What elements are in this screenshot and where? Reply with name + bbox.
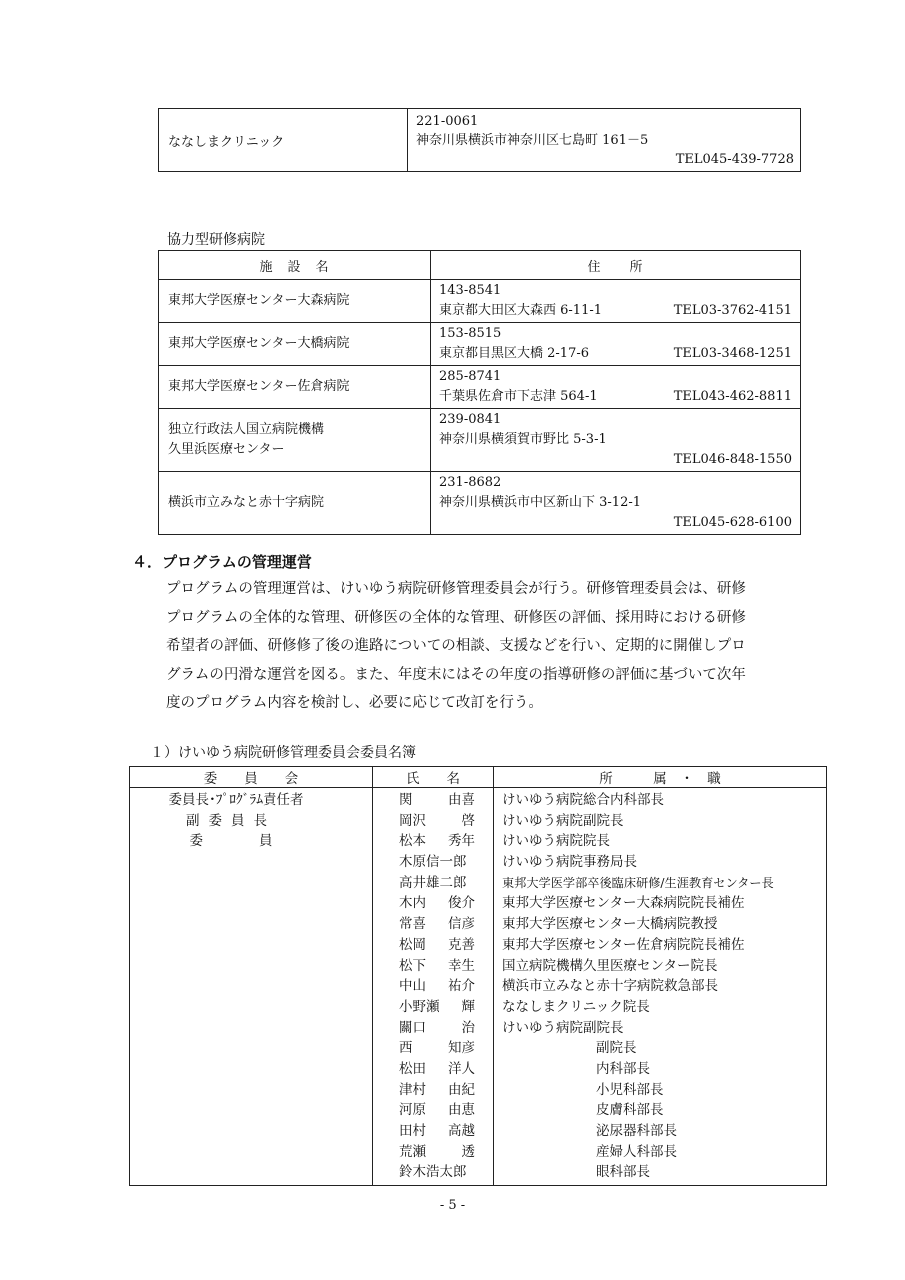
body-line: 希望者の評価、研修修了後の進路についての相談、支援などを行い、定期的に開催しプロ bbox=[166, 638, 746, 654]
body-line: グラムの円滑な運営を図る。また、年度末にはその年度の指導研修の評価に基づいて次年 bbox=[166, 666, 746, 683]
member-name bbox=[373, 1162, 493, 1183]
hospital-tel: TEL043-462-8811 bbox=[673, 389, 792, 404]
clinic-address-cell bbox=[408, 109, 801, 172]
member-given-name: 俊介 bbox=[448, 895, 475, 912]
member-family-name: 松本 bbox=[399, 833, 426, 850]
committee-table bbox=[129, 766, 827, 1186]
hospital-address-cell bbox=[431, 409, 801, 472]
member-given-name: 治 bbox=[461, 1019, 475, 1036]
member-name bbox=[373, 935, 493, 956]
member-name bbox=[373, 997, 493, 1018]
member-affiliation: 内科部長 bbox=[596, 1060, 650, 1077]
member-given-name: 透 bbox=[461, 1143, 475, 1160]
member-name bbox=[373, 1121, 493, 1142]
coop-hospitals-table bbox=[158, 250, 801, 535]
member-family-name: 高井雄二郎 bbox=[399, 874, 467, 891]
member-affiliation: 国立病院機構久里医療センター院長 bbox=[502, 957, 718, 974]
member-affiliation: 小児科部長 bbox=[596, 1081, 664, 1098]
member-name bbox=[373, 790, 493, 811]
hospital-address: 神奈川県横須賀市野比 5-3-1 bbox=[439, 432, 607, 447]
hospital-tel: TEL046-848-1550 bbox=[673, 452, 792, 467]
page-number: - 5 - bbox=[439, 1198, 466, 1213]
member-family-name: 松岡 bbox=[399, 936, 426, 953]
member-given-name: 祐介 bbox=[448, 978, 475, 995]
member-family-name: 荒瀬 bbox=[399, 1143, 426, 1160]
member-affiliation: 副院長 bbox=[596, 1040, 637, 1057]
committee-caption: １）けいゆう病院研修管理委員会委員名簿 bbox=[150, 745, 416, 761]
body-line: プログラムの全体的な管理、研修医の全体的な管理、研修医の評価、採用時における研修 bbox=[166, 609, 746, 626]
member-given-name: 由喜 bbox=[448, 792, 475, 808]
role-chair: 委員長･ﾌﾟﾛｸﾞﾗﾑ責任者 bbox=[168, 792, 304, 808]
header-facility-name: 施 設 名 bbox=[159, 251, 431, 280]
member-affiliation: 東邦大学医学部卒後臨床研修/生涯教育センター長 bbox=[502, 875, 774, 890]
hospital-address-cell bbox=[431, 323, 801, 366]
clinic-name: ななしまクリニック bbox=[159, 109, 408, 172]
member-family-name: 小野瀬 bbox=[399, 998, 440, 1015]
roles-column bbox=[130, 788, 373, 1186]
role-member: 委員 bbox=[189, 833, 329, 850]
member-affiliation: 産婦人科部長 bbox=[596, 1143, 677, 1160]
member-affiliation: けいゆう病院院長 bbox=[502, 833, 610, 850]
member-affiliation: ななしまクリニック院長 bbox=[502, 998, 650, 1015]
hospital-name: 独立行政法人国立病院機構 bbox=[168, 422, 325, 437]
member-name bbox=[373, 1059, 493, 1080]
member-family-name: 関 bbox=[399, 792, 413, 808]
member-name bbox=[373, 811, 493, 832]
partner-clinic-table bbox=[158, 108, 801, 172]
member-affiliation: 東邦大学医療センター大森病院院長補佐 bbox=[502, 895, 745, 912]
member-family-name: 常喜 bbox=[399, 916, 426, 933]
hospital-postal: 285-8741 bbox=[439, 369, 502, 384]
member-family-name: 河原 bbox=[399, 1102, 426, 1119]
member-family-name: 中山 bbox=[399, 978, 426, 995]
member-name bbox=[373, 852, 493, 873]
member-affiliation: けいゆう病院副院長 bbox=[502, 812, 624, 829]
member-family-name: 岡沢 bbox=[399, 812, 426, 829]
member-name bbox=[373, 1080, 493, 1101]
member-family-name: 木原信一郎 bbox=[399, 854, 467, 871]
member-affiliation: けいゆう病院総合内科部長 bbox=[502, 792, 664, 808]
member-given-name: 克善 bbox=[448, 936, 475, 953]
hospital-postal: 231-8682 bbox=[439, 475, 502, 490]
hospital-name-cell bbox=[159, 409, 431, 472]
member-affiliation: 泌尿器科部長 bbox=[596, 1123, 677, 1139]
hospital-tel: TEL045-628-6100 bbox=[673, 515, 792, 530]
member-affiliation: 東邦大学医療センター佐倉病院院長補佐 bbox=[502, 936, 745, 953]
clinic-tel: TEL045-439-7728 bbox=[675, 152, 794, 167]
hospital-postal: 153-8515 bbox=[439, 326, 502, 341]
hospital-address-line bbox=[439, 387, 792, 407]
member-name bbox=[373, 893, 493, 914]
coop-hospitals-caption: 協力型研修病院 bbox=[167, 232, 265, 248]
member-name bbox=[373, 1018, 493, 1039]
hospital-address-cell bbox=[431, 280, 801, 323]
member-name bbox=[373, 831, 493, 852]
names-column bbox=[373, 788, 494, 1186]
hospital-postal: 239-0841 bbox=[439, 412, 502, 427]
hospital-tel: TEL03-3762-4151 bbox=[673, 303, 792, 318]
member-given-name: 洋人 bbox=[448, 1060, 475, 1077]
member-family-name: 關口 bbox=[399, 1019, 426, 1036]
section-body bbox=[166, 575, 811, 718]
member-family-name: 松田 bbox=[399, 1060, 426, 1077]
member-given-name: 啓 bbox=[461, 812, 475, 829]
member-name bbox=[373, 1142, 493, 1163]
header-affiliation: 所 属 ・ 職 bbox=[494, 767, 827, 788]
role-vice-chair: 副委員長 bbox=[186, 812, 276, 829]
member-name bbox=[373, 956, 493, 977]
hospital-address: 千葉県佐倉市下志津 564-1 bbox=[439, 389, 598, 404]
member-family-name: 木内 bbox=[399, 895, 426, 912]
member-given-name: 輝 bbox=[461, 998, 475, 1015]
member-family-name: 津村 bbox=[399, 1081, 426, 1098]
header-address: 住 所 bbox=[431, 251, 801, 280]
hospital-name: 横浜市立みなと赤十字病院 bbox=[159, 472, 431, 535]
member-name bbox=[373, 873, 493, 894]
section-heading: ４．プログラムの管理運営 bbox=[132, 553, 312, 571]
member-given-name: 秀年 bbox=[448, 833, 475, 850]
member-given-name: 由恵 bbox=[448, 1102, 475, 1119]
body-line: プログラムの管理運営は、けいゆう病院研修管理委員会が行う。研修管理委員会は、研修 bbox=[166, 581, 746, 597]
clinic-address: 神奈川県横浜市神奈川区七島町 161－5 bbox=[416, 133, 649, 148]
header-committee: 委 員 会 bbox=[130, 767, 373, 788]
member-family-name: 西 bbox=[399, 1040, 413, 1057]
member-given-name: 信彦 bbox=[448, 916, 475, 933]
member-affiliation: 皮膚科部長 bbox=[596, 1102, 664, 1119]
hospital-address-cell bbox=[431, 472, 801, 535]
member-affiliation: 眼科部長 bbox=[596, 1164, 650, 1181]
member-affiliation: 横浜市立みなと赤十字病院救急部長 bbox=[502, 978, 718, 995]
hospital-postal: 143-8541 bbox=[439, 283, 502, 298]
hospital-name: 東邦大学医療センター大橋病院 bbox=[159, 323, 431, 366]
hospital-name: 東邦大学医療センター大森病院 bbox=[159, 280, 431, 323]
member-given-name: 知彦 bbox=[448, 1040, 475, 1057]
member-affiliation: 東邦大学医療センター大橋病院教授 bbox=[502, 916, 718, 933]
hospital-address-cell bbox=[431, 366, 801, 409]
body-line: 度のプログラム内容を検討し、必要に応じて改訂を行う。 bbox=[166, 695, 543, 711]
member-given-name: 高越 bbox=[448, 1123, 475, 1139]
member-name bbox=[373, 914, 493, 935]
member-given-name: 由紀 bbox=[448, 1081, 475, 1098]
hospital-tel: TEL03-3468-1251 bbox=[673, 346, 792, 361]
hospital-address: 神奈川県横浜市中区新山下 3-12-1 bbox=[439, 495, 642, 510]
member-name bbox=[373, 976, 493, 997]
member-name bbox=[373, 1100, 493, 1121]
member-affiliation: けいゆう病院事務局長 bbox=[502, 854, 637, 871]
hospital-name: 東邦大学医療センター佐倉病院 bbox=[159, 366, 431, 409]
hospital-address-line bbox=[439, 301, 792, 321]
member-family-name: 松下 bbox=[399, 957, 426, 974]
clinic-postal: 221-0061 bbox=[416, 114, 479, 129]
member-name bbox=[373, 1038, 493, 1059]
member-family-name: 鈴木浩太郎 bbox=[399, 1164, 467, 1181]
header-member-name: 氏 名 bbox=[373, 767, 494, 788]
affiliations-column bbox=[494, 788, 827, 1186]
member-family-name: 田村 bbox=[399, 1123, 426, 1139]
member-affiliation: けいゆう病院副院長 bbox=[502, 1019, 624, 1036]
hospital-address: 東京都大田区大森西 6-11-1 bbox=[439, 303, 603, 318]
hospital-address: 東京都目黒区大橋 2-17-6 bbox=[439, 346, 590, 361]
hospital-name-sub: 久里浜医療センター bbox=[168, 442, 285, 457]
hospital-address-line bbox=[439, 344, 792, 364]
member-given-name: 幸生 bbox=[448, 957, 475, 974]
